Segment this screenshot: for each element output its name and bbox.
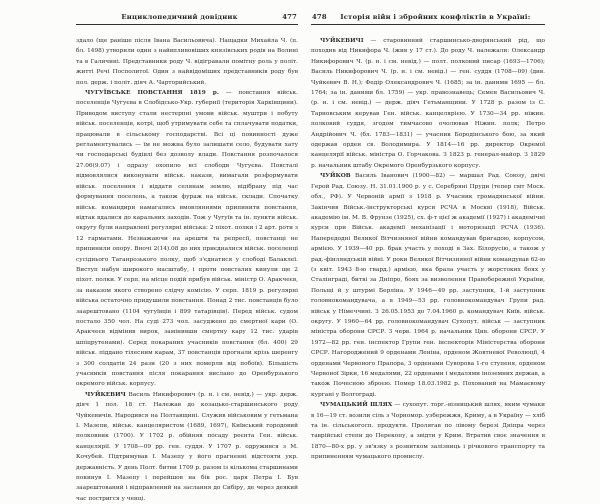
entry-paragraph <box>76 36 298 88</box>
right-page-body <box>311 36 545 463</box>
entry-paragraph <box>311 400 545 462</box>
entry-term: ЧУЙКОВ <box>320 173 351 180</box>
entry-term: ЧУГУЇВСЬКЕ ПОВСТАННЯ 1819 р. <box>85 90 219 97</box>
entry-text: Василь Никифорович (р. н. і см. невід.) — укр. держ. діяч 1 пол. 18 ст. Належав до козацько-старшинського роду Чуйкевичів. Народився на Полтавщині. Служив військовим у гетьмана І. Мазепи, військ. канцеляристом (1689, 1697), Київський городовий полковник (1700). У 1702 р. обійняв посаду реєнта Ген. військ. канцелярії. У 1708—09 рр. ген. суддя. У 1707 р. одружився з М. Кочубей. Підтримував І. Мазепу у його прагненні відстояти укр. державність. У день Полт. битви 1709 р. разом із кількома старшинами покинув І. Мазепу і перейшов на бік рос. царя Петра І. Був заарештований і відправлений на заслання до Сибіру, де через деякий час постригся у ченці. <box>76 391 298 502</box>
entry-text: — старовинний старшинсько-дворянський рід, що походив від Никифора Ч. (жив у 17 ст.). До роду Ч. належали: Олександр Никифорович Ч. (р. н. і см. невід.) — полт. полковий писар (1693—1706); Василь Никифорович Ч. (р. н. і см. невід.) — ген. суддя (1708—09) (див. Чуйкевич В. Н.); Федір Олександрович Ч. (1685; за ін. даними 1695 — бл. 1764; за ін. даними бл. 1759) — укр. правознавець; Семен Васильович Ч. (р. н. і см. невід.) — держ. діяч Гетьманщини. У 1728 р. разом із С. Тарновським керував Ген. військ. канцелярією. У 1730—34 рр. ніжин. полковий суддя, згодом тимчасово очолював Ніжин. полк; Петро Андрійович Ч. (бл. 1783—1831) — учасник Бородінського бою, за який одержав орден св. Володимира. У 1814—16 рр. директор Окремої канцелярії військ. міністра О. Горчакова. З 1823 р. генерал-майор. З 1829 р. начальник штабу Окремого Оренбурзького корпусу. <box>311 38 545 169</box>
entry-paragraph <box>311 171 545 400</box>
entry-term: ЧУЙКЕВИЧІ <box>320 38 364 44</box>
page-number: 478 <box>312 13 327 21</box>
entry-text: — повстання військ. поселенців Чугуєва в Слобідсько-Укр. губернії (територія Харківщини). Приводом виступу стали нестерпні умови військ. муштри і побуту військ. поселенців, котрі, щоб утримувати себе та сплачувати податки, працювали в сільському господарстві. Всі ці повинності дуже регламентувались — їм не можна було залишати село, будувати хату чи господарські будівлі без дозволу влади. Повстання розпочалося 27.06(9.07) і одразу охопило всі слободи Чугуєва. Повсталі відмовлялися виконувати військ. накази, вимагали розформувати військ. поселення і віддати селянам землю, відібрану під час формування поселень, а також фураж на військ. склади. Спочатку військ. командири намагались вмовляннями припинити повстання, відтак вдалися до каральних заходів. Тож у Чугуїв та ін. пункти військ. округу були направлені регулярні війська: 2 піхот. полки і 2 арт. роти з 12 гарматами. Незважаючи на арешти та репресії, повстанці не припинили опору. Вночі 2(14).08 до них приєдналися військ. поселенці сусіднього Таганрозького полку, щоб з'єднатися у слободі Балаклеї. Виступ набув широкого масштабу, і проти повсталих кинули ще 2 піхот. полки. У серп. на місце подій прибув військ. міністр О. Аракчеєв, за наказом якого створено слідчу комісію. У серп. 1819 р. регулярні війська остаточно придушили повстання. Понад 2 тис. повстанців було заарештовано (1104 чугуївців і 899 татарівців). Перед військ. судом постало 350 чол. На суді 273 чол. засуджено до смертної кари (О. Аракчеєв відмінив вирок, замінивши смертну кару 12 тис. ударів шпіцрутенами). Серед покараних учасників повстання (бл. 400) 29 військ. піддано тілесним карам, 37 повстанців прогнали крізь шеренгу з 300 солдатів 24 рази (20 з них померли від побоїв). Більшість учасників повстання після покарання вислано до Оренбурзького окремого військ. корпусу. <box>76 90 298 388</box>
header-rule <box>311 24 545 25</box>
entry-paragraph <box>76 390 298 504</box>
page-number: 477 <box>282 13 297 21</box>
entry-term: ЧУЙКЕВИЧ <box>85 391 126 398</box>
entry-term: ЧУМАЦЬКИЙ ШЛЯХ <box>320 402 393 409</box>
right-page <box>311 13 545 463</box>
left-page-body <box>76 36 298 504</box>
right-page-header <box>311 13 545 24</box>
entry-text: здало (ще раніше після Івана Васильовича). Нащадки Михайла Ч. (п. бл. 1498) утворили один з найвпливовіших князівських родів на Волині та в Галичині. Представники роду Ч. відігравали помітну роль у політ. житті Речі Посполитої. Один з найвідоміших представників роду був пол. держ. і політ. діяч А. Чарторийський. <box>76 38 298 86</box>
entry-paragraph <box>76 88 298 390</box>
running-title: Історія війн і збройних конфліктів в Україні: <box>340 13 531 21</box>
entry-text: Василь Іванович (1900—82) — маршал Рад. Союзу, двічі Герой Рад. Союзу. Н. 31.01.1900 р. у с. Серебряні Пруди (тепер смт Моск. обл., РФ). У Червоній армії з 1918 р. Учасник громадянської війни. Закінчив Військ.-інструкторські курси РСЧА в Москві (1918), Військ. академію ім. М. В. Фрунзе (1925), сх. ф-т цієї ж академії (1927) і академічні курси при Військ. академії механізації і моторизації РСЧА (1936). Напередодні Великої Вітчизняної війни командував бригадою, корпусом, армією. У 1939—40 рр. брав участь у поході в Зах. Білорусію, а також у рад.-фінляндській війні. У роки Великої Вітчизняної війни командував 62-ю (з квіт. 1943 8-ю гвард.) армією, яка брала участь у жорстоких боях у Сталінграді, битві за Дніпро, боях за визволення Правобережної України, Польщі й у штурмі Берліна. У 1946—49 рр. заступник, 1-й заступник головнокомандувача, а в 1949—53 рр. головнокомандувач Групи рад. військ у Німеччині. З 26.05.1953 до 7.04.1960 р. командувач Київ. військ. округу. У 1960—64 рр. головнокомандувач Сухопут. військ — заступник міністра оборони СРСР. З черв. 1964 р. начальник Цив. оборони СРСР. У 1972—82 рр. ген. інспектор Групи ген. інспекторів Міністерства оборони СРСР. Нагороджений 9 орденами Леніна, орденом Жовтневої Революції, 4 орденами Червоного Прапора, 3 орденами Суворова 1-го ступеня, орденом Червоної Зірки, 16 медалями, 22 орденами і медалями іноземних держав, а також Почесною зброєю. Помер 18.03.1982 р. Похований на Мамаєвому кургані у Волгограді. <box>311 173 545 398</box>
left-page-header <box>76 13 298 24</box>
left-page <box>76 13 298 504</box>
entry-paragraph <box>311 36 545 171</box>
entry-text: — сухопут. торг.-візницький шлях, яким чумаки в 16—19 ст. возили сіль з Чорномор. узбережжя, Криму, а в Україну — хліб та ін. сільськогосп. продукти. Пролягав по лівому березі Дніпра через таврійські степи до Перекопу, а звідти у Крим. Втратив своє значення в 1870—80-х рр. у зв'язку з розвитком залізниць і річкового транспорту та припиненням чумацького промислу. <box>311 402 545 461</box>
header-rule <box>76 24 298 25</box>
running-title: Енциклопедичний довідник <box>121 13 238 21</box>
